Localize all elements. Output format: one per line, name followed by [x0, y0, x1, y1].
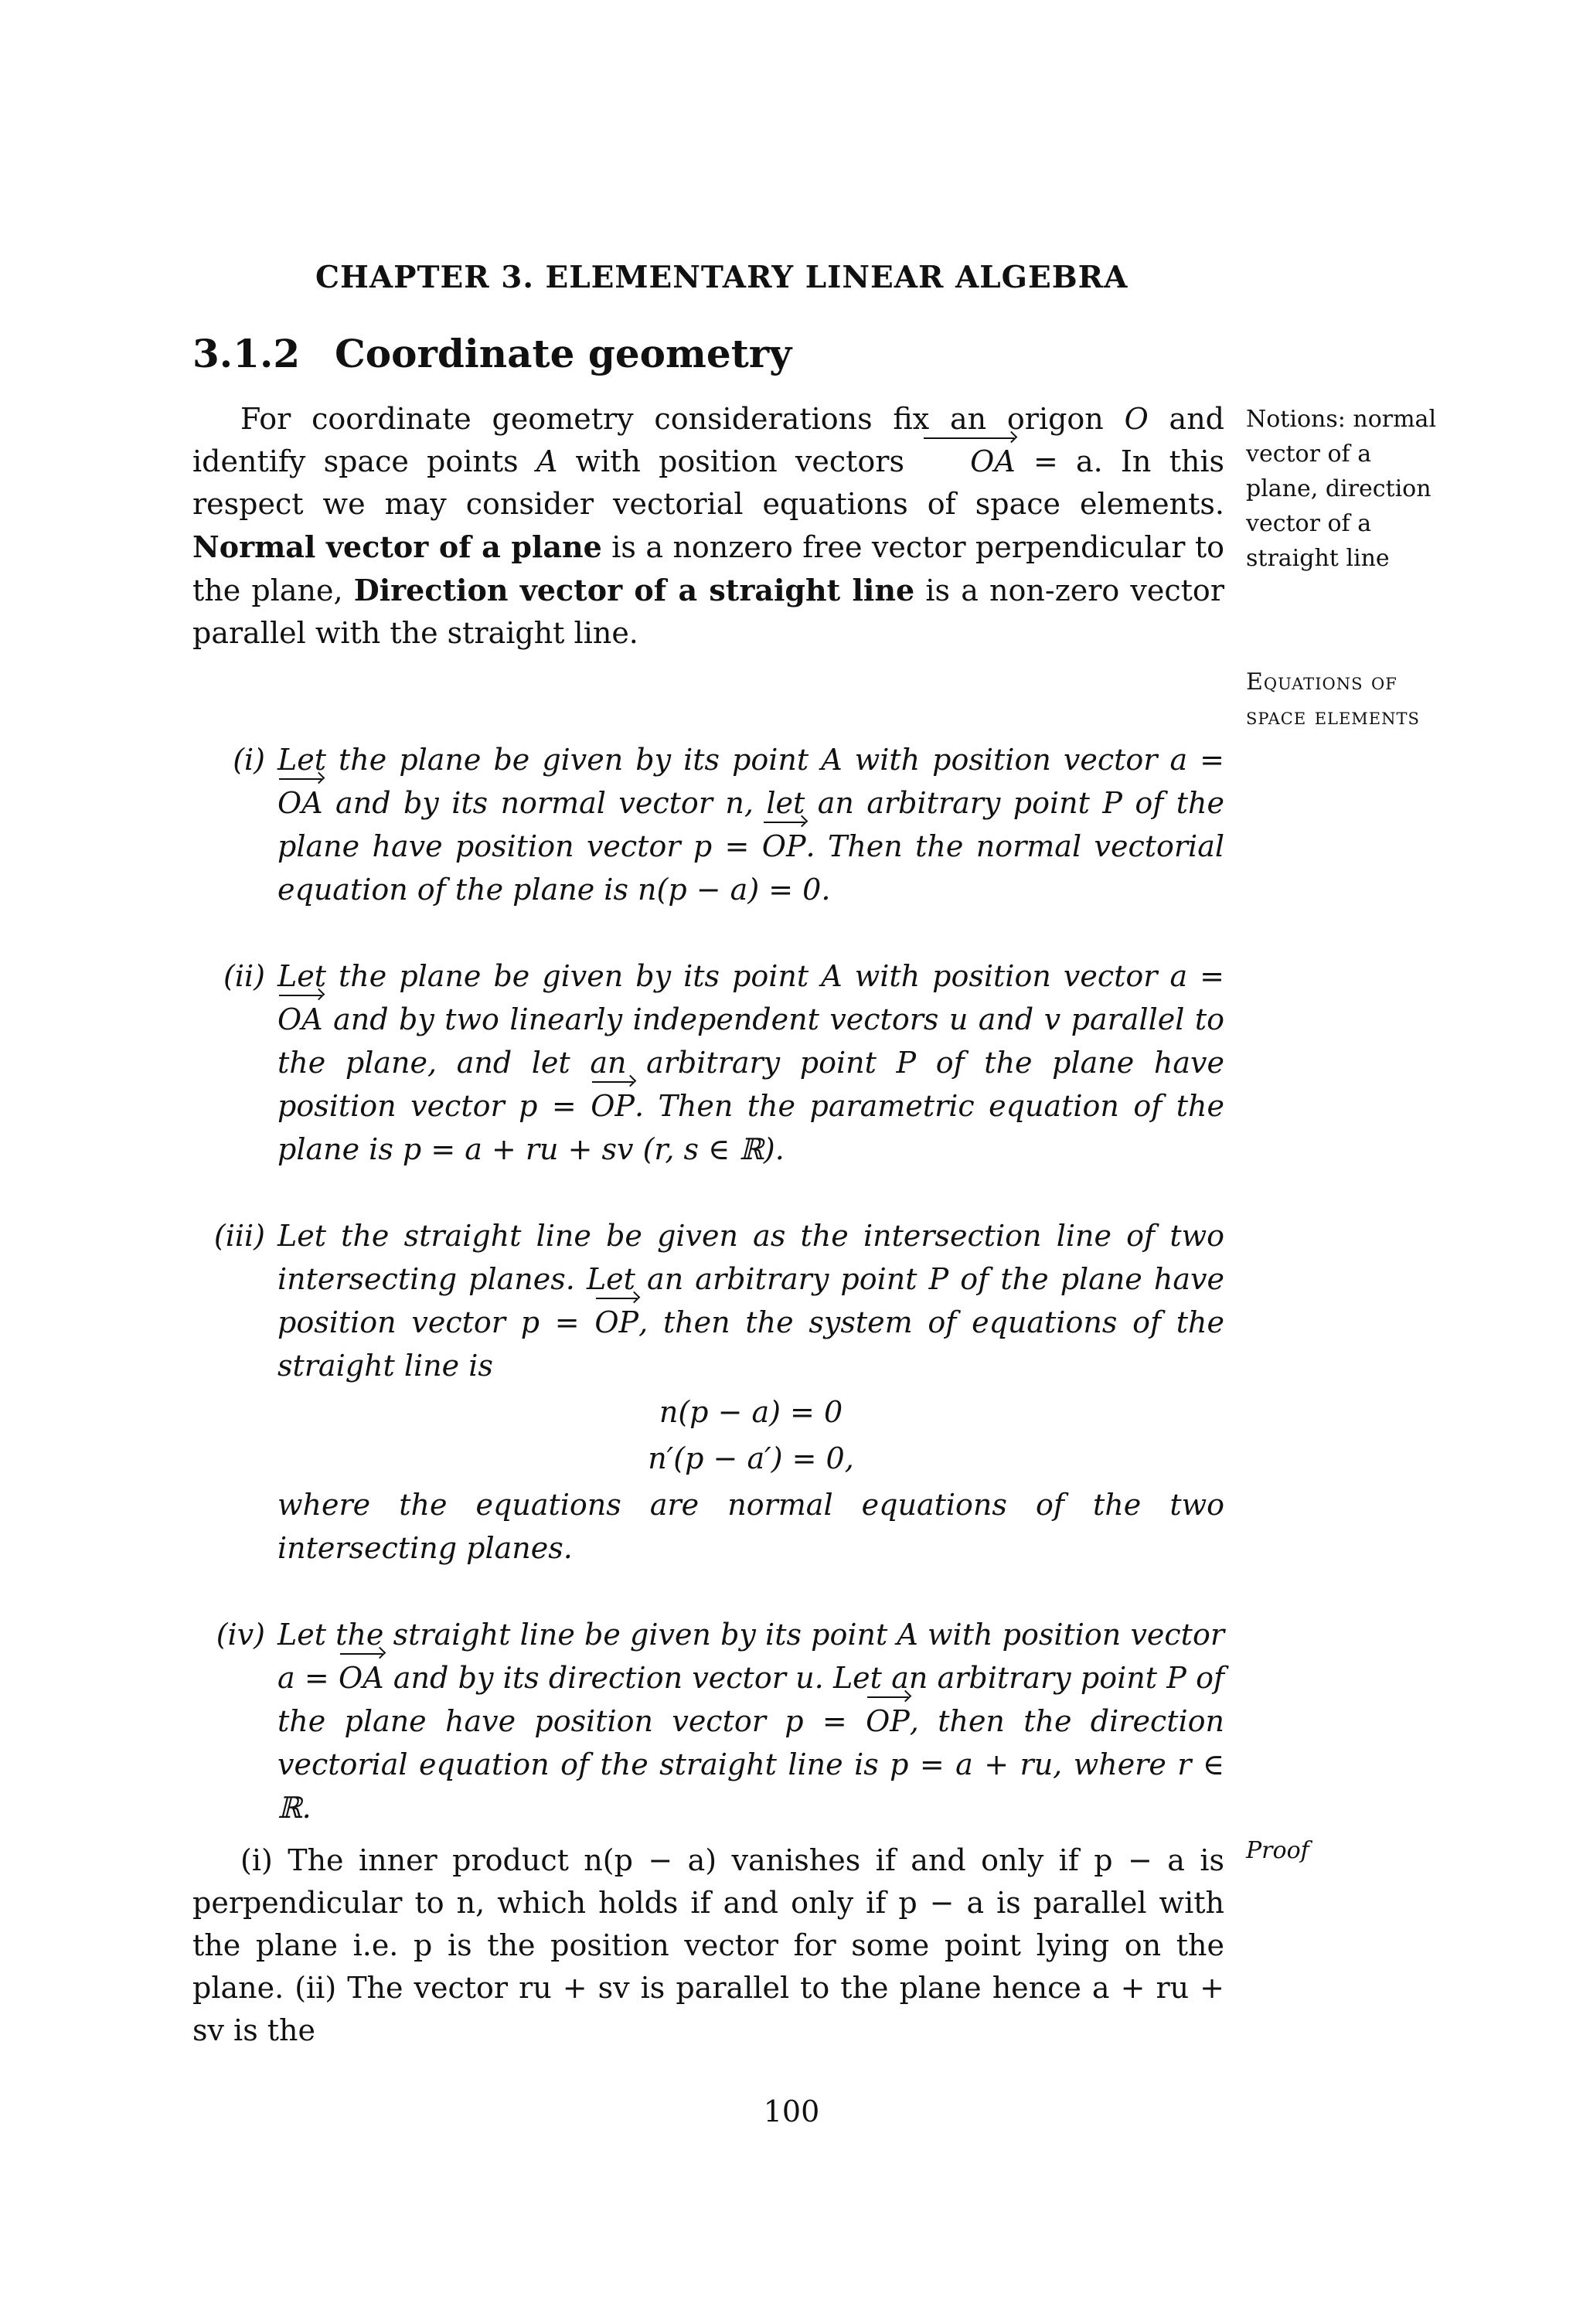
margin-note-notions: Notions: normal vector of a plane, direction vector of a straight line	[1246, 406, 1437, 572]
bold-term: Normal vector of a plane	[192, 529, 602, 564]
item-text: and by two linearly independent vectors u and v parallel to the plane, and let an arbitrary point P of the plane have position vector p =	[277, 1002, 1224, 1123]
section-heading	[192, 331, 792, 376]
item-label: (ii)	[223, 959, 265, 993]
equation: n(p − a) = 0	[659, 1395, 843, 1429]
vector-OP: OP	[594, 1301, 638, 1344]
item-text: Let the plane be given by its point A with position vector a =	[277, 743, 1224, 777]
vector-OA: OA	[277, 781, 323, 825]
math-symbol: A	[536, 444, 558, 478]
item-text: Let the straight line be given as the intersection line of two intersecting planes. Let an arbitrary point P of the plane have position vector p =	[277, 1219, 1224, 1339]
intro-text: is a non-zero vector parallel with the straight line.	[192, 573, 1224, 650]
proof-paragraph: (i) The inner product n(p − a) vanishes if and only if p − a is perpendicular to n, which holds if and only if p − a is parallel with the plane i.e. p is the position vector for some point lying on the plane. (ii) The vector ru + sv is parallel to the plane hence a + ru + sv is the	[192, 1843, 1224, 2047]
intro-text: is a nonzero free vector perpendicular to the plane,	[192, 530, 1224, 607]
vector-OP: OP	[591, 1084, 635, 1128]
item-text: , then the direction vectorial equation of the straight line is p = a + ru, where r ∈ ℝ.	[277, 1704, 1224, 1825]
item-label: (iii)	[213, 1219, 265, 1253]
theorem-item	[192, 1214, 1224, 1570]
item-text: and by its normal vector n, let an arbitrary point P of the plane have position vector p =	[277, 786, 1224, 863]
intro-text: with position vectors	[557, 444, 923, 478]
theorem-item	[192, 738, 1224, 911]
section-title: Coordinate geometry	[335, 331, 792, 376]
intro-paragraph	[192, 398, 1224, 655]
vector-OA: OA	[922, 441, 1016, 483]
intro-text: For coordinate geometry considerations fix an origon	[240, 402, 1125, 436]
theorem-block	[192, 738, 1224, 1829]
item-text: Let the straight line be given by its point A with position vector a =	[277, 1618, 1224, 1695]
item-text: . Then the parametric equation of the plane is p = a + ru + sv (r, s ∈ ℝ).	[277, 1089, 1225, 1166]
equation: n′(p − a′) = 0,	[648, 1441, 854, 1475]
page-number: 100	[763, 2094, 820, 2128]
intro-text: = a. In this respect we may consider vectorial equations of space elements.	[192, 444, 1224, 521]
margin-note-equations: Equations of space elements	[1246, 669, 1420, 730]
vector-OP: OP	[866, 1700, 910, 1743]
item-label: (iv)	[216, 1618, 265, 1652]
running-header: CHAPTER 3. ELEMENTARY LINEAR ALGEBRA	[315, 260, 1129, 295]
item-text: and by its direction vector u. Let an arbitrary point P of the plane have position vector p =	[277, 1661, 1225, 1738]
margin-note-proof: Proof	[1246, 1837, 1309, 1864]
vector-OA: OA	[277, 998, 323, 1041]
item-text: where the equations are normal equations of the two intersecting planes.	[277, 1488, 1224, 1565]
bold-term: Direction vector of a straight line	[353, 573, 915, 607]
item-text: , then the system of equations of the straight line is	[277, 1305, 1225, 1383]
section-number: 3.1.2	[192, 331, 301, 376]
theorem-item	[192, 954, 1224, 1171]
theorem-item	[192, 1613, 1224, 1829]
item-text: . Then the normal vectorial equation of the plane is n(p − a) = 0.	[277, 829, 1224, 907]
math-symbol: O	[1124, 402, 1149, 436]
item-text: Let the plane be given by its point A with position vector a =	[277, 959, 1224, 993]
vector-OP: OP	[762, 825, 806, 868]
intro-text: and identify space points	[192, 402, 1224, 478]
vector-OA: OA	[339, 1656, 384, 1700]
item-label: (i)	[233, 743, 265, 777]
